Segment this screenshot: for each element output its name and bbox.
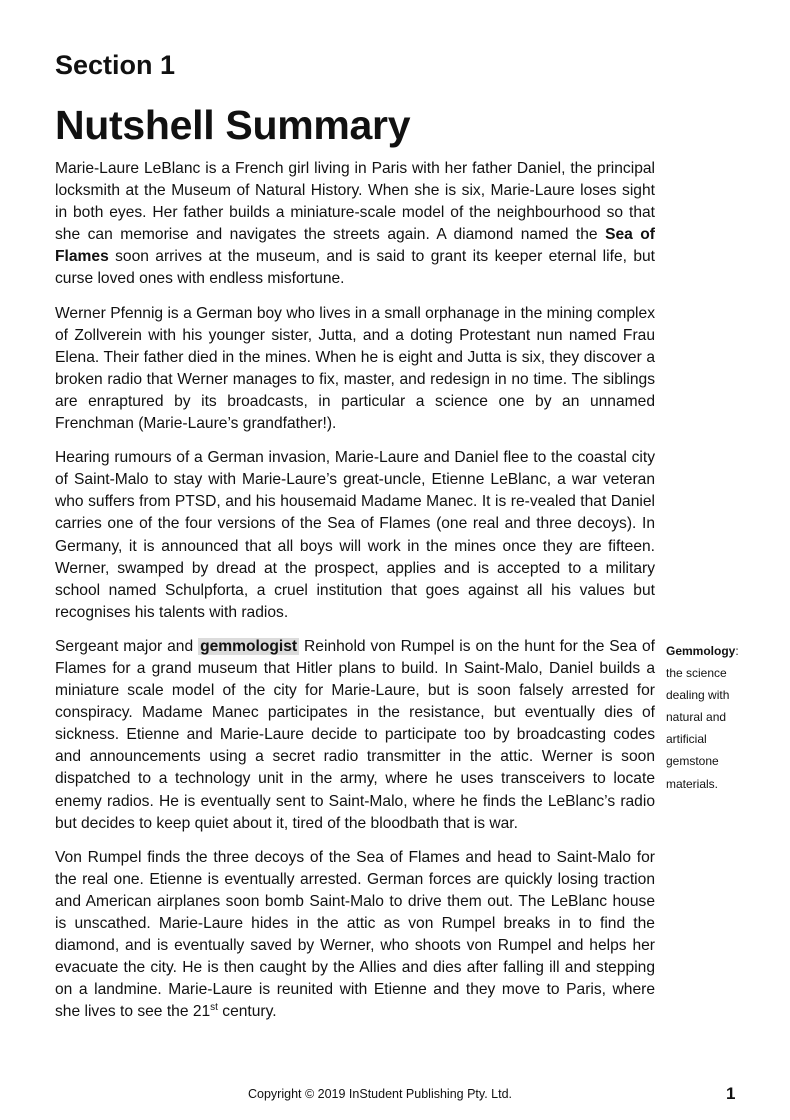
glossary-sidebar bbox=[666, 640, 776, 795]
glossary-line: gemstone bbox=[666, 754, 719, 769]
p4-text-before: Sergeant major and bbox=[55, 637, 199, 655]
p5-text-before: Von Rumpel finds the three decoys of the Sea of Flames and head to Saint-Malo for the real one. Etienne is eventually arrested. German forces are quickly losing traction and American airplanes soon bomb Saint-Malo to drive them out. The LeBlanc house is unscathed. Marie-Laure hides in the attic as von Rumpel breaks in to find the diamond, and is eventually saved by Werner, who shoots von Rumpel and helps her evacuate the city. He is then caught by the Allies and dies after falling ill and stepping on a landmine. Marie-Laure is reunited with Etienne and they move to Paris, where she lives to see the 21 bbox=[55, 848, 655, 1021]
p5-text-after: century. bbox=[217, 1003, 277, 1021]
gemmologist-highlight: gemmologist bbox=[200, 637, 298, 655]
paragraph-saint-malo: Hearing rumours of a German invasion, Marie-Laure and Daniel flee to the coastal city of Saint-Malo to stay with Marie-Laure’s great-uncle, Etienne LeBlanc, a war veteran who suffers from PTSD, and his housemaid Madame Manec. It is re-vealed that Daniel carries one of the four versions of the Sea of Flames (one real and three decoys). In Germany, it is announced that all boys will work in the mines once they are fifteen. Werner, swamped by dread at the prospect, applies and is accepted to a military school named Schulpforta, a cruel institution that goes against all his values but recognises his talents with radios. bbox=[55, 449, 655, 621]
page-number: 1 bbox=[726, 1084, 736, 1103]
page-footer bbox=[0, 1084, 790, 1107]
glossary-line: artificial bbox=[666, 732, 707, 747]
section-label: Section 1 bbox=[55, 50, 176, 80]
paragraph-marie-laure bbox=[55, 158, 655, 291]
p5-superscript: st bbox=[210, 1002, 218, 1014]
glossary-colon: : bbox=[735, 644, 739, 658]
glossary-line: materials. bbox=[666, 776, 719, 791]
glossary-term-line bbox=[666, 640, 776, 662]
page-title: Nutshell Summary bbox=[55, 102, 411, 148]
copyright-notice: Copyright © 2019 InStudent Publishing Pty. Ltd. bbox=[248, 1087, 513, 1101]
glossary-line: natural and bbox=[666, 710, 727, 725]
paragraph-werner: Werner Pfennig is a German boy who lives in a small orphanage in the mining complex of Zollverein with his younger sister, Jutta, and a doting Protestant nun named Frau Elena. Their father died in the mines. When he is eight and Jutta is six, they discover a broken radio that Werner manages to fix, master, and redesign in no time. The siblings are enraptured by its broadcasts, in particular a science one by an unnamed Frenchman (Marie-Laure’s grandfather!). bbox=[55, 304, 655, 433]
p1-text-before: Marie-Laure LeBlanc is a French girl living in Paris with her father Daniel, the principal locksmith at the Museum of Natural History. When she is six, Marie-Laure loses sight in both eyes. Her father builds a miniature-scale model of the neighbourhood so that she can memorise and navigates the streets again. A diamond named the bbox=[55, 160, 655, 244]
paragraph-von-rumpel bbox=[55, 636, 655, 835]
glossary-line: dealing with bbox=[666, 688, 730, 703]
p4-text-after: Reinhold von Rumpel is on the hunt for the Sea of Flames for a grand museum that Hitler plans to build. In Saint-Malo, Daniel builds a miniature scale model of the city for Marie-Laure, but is soon falsely arrested for conspiracy. Madame Manec participates in the resistance, but eventually dies of sickness. Etienne and Marie-Laure decide to participate too by broadcasting codes and announcements using a secret radio transmitter in the attic. Werner is soon dispatched to a technology unit in the army, where he uses transceivers to locate enemy radios. He is eventually sent to Saint-Malo, where he finds the LeBlanc’s radio but decides to keep quiet about it, tired of the bloodbath that is war. bbox=[55, 637, 655, 832]
summary-body bbox=[55, 158, 655, 1035]
sea-of-flames-bold: Sea of Flames bbox=[55, 226, 656, 266]
paragraph-ending bbox=[55, 847, 655, 1024]
p1-text-after: soon arrives at the museum, and is said to grant its keeper eternal life, but curse loved ones with endless misfortune. bbox=[55, 248, 655, 288]
glossary-term: Gemmology bbox=[666, 644, 736, 658]
glossary-line: the science bbox=[666, 666, 727, 681]
